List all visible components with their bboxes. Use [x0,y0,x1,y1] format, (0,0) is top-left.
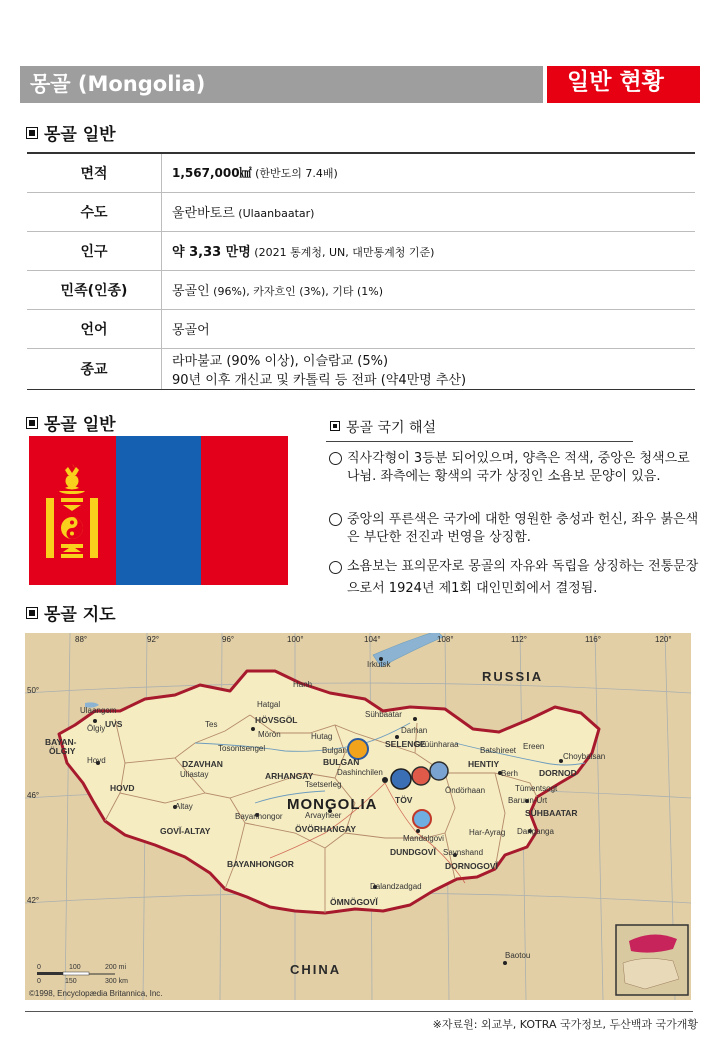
svg-text:300 km: 300 km [105,978,128,985]
svg-text:Arvayheer: Arvayheer [305,811,342,820]
svg-text:116°: 116° [585,635,601,644]
svg-text:DORNOGOVĬ: DORNOGOVĬ [445,861,498,871]
svg-text:ÖLGIY: ÖLGIY [49,746,76,756]
circle-bullet-icon [329,513,342,526]
footer-divider [25,1011,693,1012]
svg-text:HÖVSGÖL: HÖVSGÖL [255,715,298,725]
svg-text:Baotou: Baotou [505,951,531,960]
svg-text:104°: 104° [364,635,381,644]
section-title-general: 몽골 일반 [26,120,116,145]
row-key: 인구 [27,231,162,270]
svg-text:Uliastay: Uliastay [180,770,209,779]
row-value: 약 3,33 만명 (2021 통계청, UN, 대만통계청 기준) [162,231,696,270]
svg-text:Irkutsk: Irkutsk [367,660,391,669]
row-key: 언어 [27,309,162,348]
svg-text:Baruun-Urt: Baruun-Urt [508,796,548,805]
flag-bullet: 중앙의 푸른색은 국가에 대한 영원한 충성과 헌신, 좌우 붉은색은 부단한 전진과 번영을 상징함. [329,511,699,547]
svg-text:Tosontsengel: Tosontsengel [218,744,266,753]
svg-text:120°: 120° [655,635,672,644]
svg-text:46°: 46° [27,791,40,800]
svg-text:ARHANGAY: ARHANGAY [265,771,314,781]
square-bullet-icon [26,417,38,429]
svg-text:Öndörhaan: Öndörhaan [445,786,486,795]
flag-description-title: 몽골 국기 해설 [330,417,436,437]
mongolia-map [25,633,691,1000]
svg-text:©1998, Encyclopædia Britannica: ©1998, Encyclopædia Britannica, Inc. [29,989,163,998]
svg-text:DUNDGOVĬ: DUNDGOVĬ [390,847,436,857]
svg-text:Bulgan: Bulgan [322,746,347,755]
row-key: 민족(인종) [27,270,162,309]
svg-text:CHINA: CHINA [290,962,342,977]
circle-bullet-icon [329,561,342,574]
divider [326,441,633,442]
row-key: 수도 [27,192,162,231]
category-badge: 일반 현황 [543,66,700,103]
svg-text:SÜHBAATAR: SÜHBAATAR [525,808,578,818]
page-header [20,66,700,103]
row-value: 라마불교 (90% 이상), 이슬람교 (5%) 90년 이후 개신교 및 카톨릭 등 전파 (약4만명 추산) [162,348,696,389]
svg-text:UVS: UVS [105,719,123,729]
info-table [27,152,695,390]
svg-text:42°: 42° [27,896,40,905]
svg-text:MONGOLIA: MONGOLIA [287,796,378,813]
svg-text:Altay: Altay [175,802,193,811]
svg-text:RUSSIA: RUSSIA [482,669,544,684]
svg-text:Dzüünharaa: Dzüünharaa [415,740,459,749]
row-value: 몽골어 [162,309,696,348]
svg-text:Saynshand: Saynshand [443,848,484,857]
svg-text:SELENGE: SELENGE [385,739,426,749]
flag-bullet: 소욤보는 표의문자로 몽골의 자유와 독립을 상징하는 전통문장으로서 1924년 제1회 대인민회에서 결정됨. [329,556,699,600]
svg-text:Ölgiy: Ölgiy [87,724,106,733]
table-row [27,309,695,348]
svg-text:Hovd: Hovd [87,756,106,765]
square-bullet-icon [26,607,38,619]
svg-text:92°: 92° [147,635,160,644]
table-row [27,348,695,389]
flag-right-red [201,436,288,585]
table-row [27,231,695,270]
source-note: ※자료원: 외교부, KOTRA 국가정보, 두산백과 국가개황 [432,1018,698,1031]
section-title-flag: 몽골 일반 [26,410,116,435]
svg-text:BAYANHONGOR: BAYANHONGOR [227,859,294,869]
svg-text:HENTIY: HENTIY [468,759,500,769]
svg-text:Tsetserleg: Tsetserleg [305,780,342,789]
table-row [27,153,695,192]
row-value: 1,567,000㎢ (한반도의 7.4배) [162,153,696,192]
svg-text:Tes: Tes [205,720,218,729]
svg-text:ÖVÖRHANGAY: ÖVÖRHANGAY [295,824,357,834]
svg-text:BULGAN: BULGAN [323,757,360,767]
svg-text:Mandalgovi: Mandalgovi [403,834,444,843]
soyombo-icon [43,462,101,564]
svg-text:Berh: Berh [501,769,518,778]
svg-text:Mörön: Mörön [258,730,281,739]
svg-text:Darhan: Darhan [401,726,428,735]
svg-text:Hanh: Hanh [293,680,313,689]
svg-text:150: 150 [65,978,77,985]
svg-text:108°: 108° [437,635,454,644]
svg-text:Ulaangom: Ulaangom [80,706,117,715]
square-bullet-icon [330,421,340,431]
svg-text:Dashinchilen: Dashinchilen [337,768,383,777]
flag-bullet: 직사각형이 3등분 되어있으며, 양측은 적색, 중앙은 청색으로 나뉨. 좌측에는 황색의 국가 상징인 소욤보 문양이 있음. [329,450,699,486]
svg-text:112°: 112° [511,635,527,644]
svg-text:100: 100 [69,964,81,971]
svg-text:DZAVHAN: DZAVHAN [182,759,223,769]
flag-center-blue [116,436,201,585]
svg-text:BAYAN-: BAYAN- [45,737,77,747]
row-value: 울란바토르 (Ulaanbaatar) [162,192,696,231]
svg-text:96°: 96° [222,635,235,644]
row-key: 종교 [27,348,162,389]
svg-text:Batshireet: Batshireet [480,746,517,755]
row-key: 면적 [27,153,162,192]
circle-bullet-icon [329,452,342,465]
svg-text:100°: 100° [287,635,304,644]
svg-text:Tümentsogt: Tümentsogt [515,784,558,793]
svg-text:Hutag: Hutag [311,732,333,741]
svg-text:Dalandzadgad: Dalandzadgad [370,882,422,891]
svg-text:ÖMNÖGOVĬ: ÖMNÖGOVĬ [330,897,378,907]
svg-text:GOVĬ-ALTAY: GOVĬ-ALTAY [160,826,211,836]
svg-text:0: 0 [37,978,41,985]
svg-text:0: 0 [37,964,41,971]
svg-text:DORNOD: DORNOD [539,768,577,778]
section-title-map: 몽골 지도 [26,600,116,625]
svg-text:Dariganga: Dariganga [517,827,554,836]
svg-text:Sühbaatar: Sühbaatar [365,710,402,719]
svg-text:Choybalsan: Choybalsan [563,752,606,761]
svg-text:88°: 88° [75,635,88,644]
svg-text:Bayanhongor: Bayanhongor [235,812,283,821]
mongolia-flag [29,436,288,585]
svg-text:HOVD: HOVD [110,783,135,793]
table-row [27,270,695,309]
svg-text:50°: 50° [27,686,40,695]
svg-text:Hatgal: Hatgal [257,700,281,709]
square-bullet-icon [26,127,38,139]
row-value: 몽골인 (96%), 카자흐인 (3%), 기타 (1%) [162,270,696,309]
svg-text:200 mi: 200 mi [105,964,127,971]
svg-text:Ereen: Ereen [523,742,545,751]
svg-text:Har-Ayrag: Har-Ayrag [469,828,506,837]
svg-text:TÖV: TÖV [395,795,413,805]
table-row [27,192,695,231]
page-title: 몽골 (Mongolia) [20,66,543,103]
